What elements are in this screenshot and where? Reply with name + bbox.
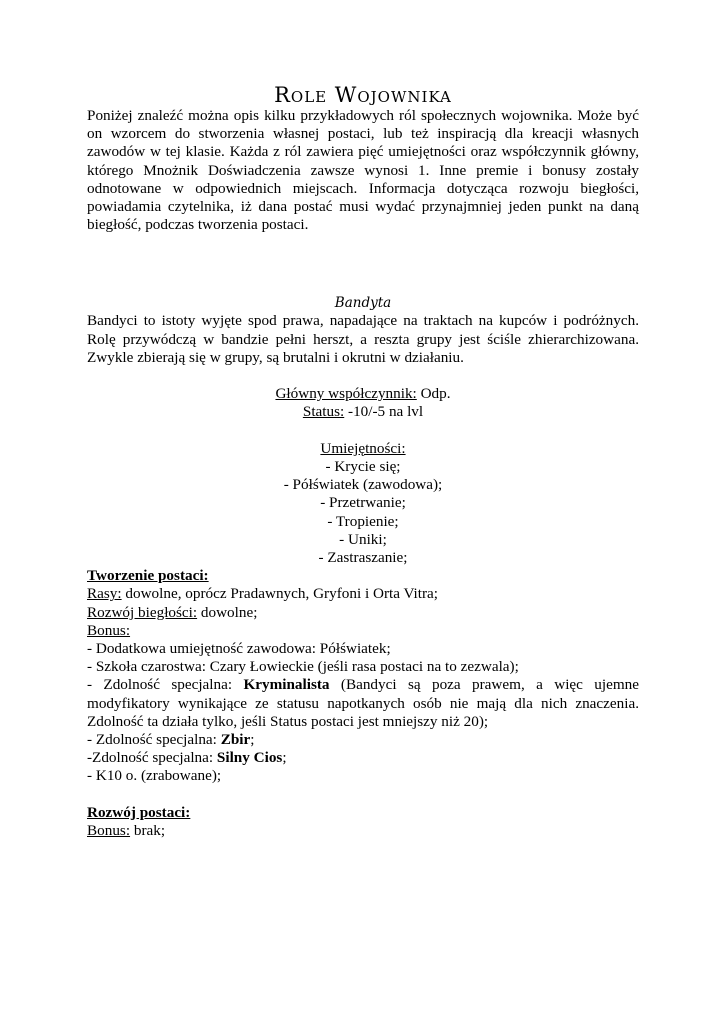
races-line — [87, 585, 639, 603]
bonus-prefix: - Zdolność specjalna: — [87, 676, 244, 694]
skills-label: Umiejętności: — [320, 439, 406, 457]
races-label: Rasy: — [87, 585, 122, 603]
skill-item: - Uniki; — [339, 530, 387, 548]
main-stat-value: Odp. — [416, 385, 451, 403]
skill-item: - Krycie się; — [325, 458, 401, 476]
page-title: Role Wojownika — [274, 83, 452, 107]
bonus-item-kryminalista — [87, 676, 639, 731]
section-title: Bandyta — [334, 295, 392, 312]
bonus-suffix: (Bandyci są poza prawem, a więc ujemne modyfikatory wynikające ze statusu napotkanych osób nie mają dla nich znaczenia. Zdolność ta działa tylko, jeśli Status postaci jest mniejszy niż 20); — [87, 676, 639, 730]
bonus-prefix: - Zdolność specjalna: — [87, 731, 221, 749]
proficiency-value: dowolne; — [197, 603, 258, 621]
skill-item: - Przetrwanie; — [320, 494, 406, 512]
development-heading: Rozwój postaci: — [87, 803, 191, 821]
dev-bonus-value: brak; — [130, 822, 166, 840]
ability-name: Silny Cios — [216, 749, 283, 767]
creation-heading: Tworzenie postaci: — [87, 567, 209, 585]
dev-bonus-label: Bonus: — [87, 822, 131, 840]
section-description: Bandyci to istoty wyjęte spod prawa, napadające na traktach na kupców i podróżnych. Rolę przywódczą w bandzie pełni herszt, a reszta grupy jest ściśle zhierarchizowana. Zwykle zbierają się w grupy, są brutalni i okrutni w działaniu. — [87, 312, 639, 366]
skill-item: - Półświatek (zawodowa); — [283, 476, 443, 494]
ability-name: Kryminalista — [243, 676, 330, 694]
bonus-prefix: -Zdolność specjalna: — [87, 749, 217, 767]
status-line — [87, 403, 639, 421]
skill-item: - Tropienie; — [327, 512, 399, 530]
bonus-item: - Dodatkowa umiejętność zawodowa: Półświatek; — [87, 640, 391, 658]
proficiency-line — [87, 604, 639, 622]
status-value: -10/-5 na lvl — [344, 403, 424, 421]
races-value: dowolne, oprócz Pradawnych, Gryfoni i Orta Vitra; — [121, 585, 439, 603]
bonus-item: - Szkoła czarostwa: Czary Łowieckie (jeśli rasa postaci na to zezwala); — [87, 658, 519, 676]
bonus-suffix: ; — [282, 749, 287, 767]
bonus-item-zbir — [87, 731, 639, 749]
dev-bonus-line — [87, 822, 639, 840]
proficiency-label: Rozwój biegłości: — [87, 603, 198, 621]
intro-paragraph: Poniżej znaleźć można opis kilku przykładowych ról społecznych wojownika. Może być on wzorcem do stworzenia własnej postaci, lub też inspiracją dla kreacji własnych zawodów w tej klasie. Każda z ról zawiera pięć umiejętności oraz współczynnik główny, którego Mnożnik Doświadczenia zawsze wynosi 1. Inne premie i bonusy zostały odnotowane w odpowiednich miejscach. Informacja dotycząca rozwoju biegłości, powiadamia czytelnika, iż dana postać musi wydać przynajmniej jeden punkt na daną biegłość, podczas tworzenia postaci. — [87, 107, 639, 234]
bonus-label: Bonus: — [87, 621, 131, 639]
bonus-item-silny-cios — [87, 749, 639, 767]
ability-name: Zbir — [220, 731, 251, 749]
bonus-suffix: ; — [250, 731, 255, 749]
bonus-item: - K10 o. (zrabowane); — [87, 767, 222, 785]
main-stat-label: Główny współczynnik: — [275, 385, 417, 403]
skill-item: - Zastraszanie; — [318, 549, 408, 567]
status-label: Status: — [302, 403, 345, 421]
main-stat-line — [87, 385, 639, 403]
document-page — [87, 84, 639, 840]
